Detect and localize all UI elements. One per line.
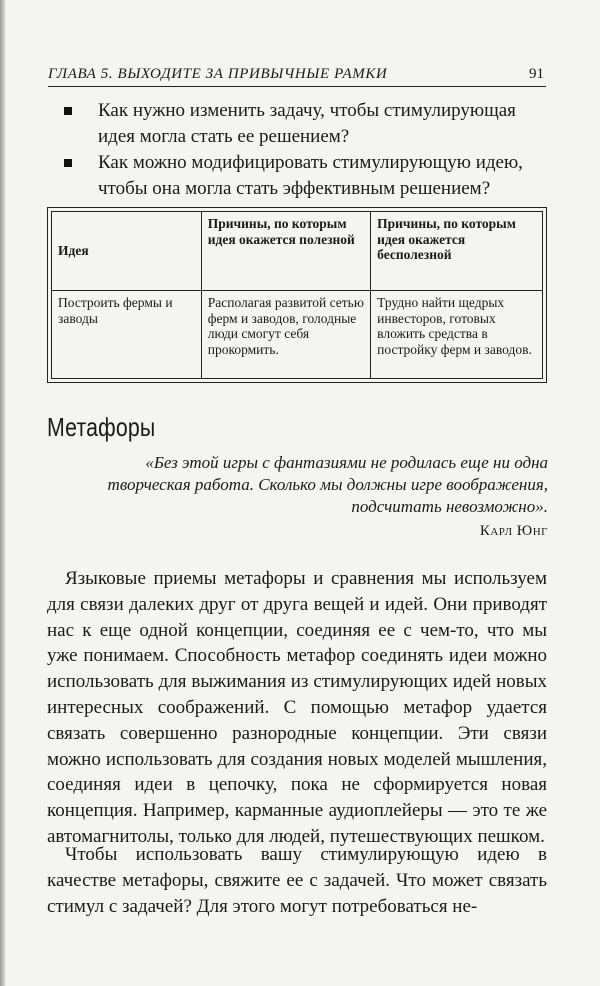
list-item [62, 150, 552, 202]
idea-table [51, 211, 543, 379]
page-number: 91 [529, 66, 544, 82]
list-item-text: Как нужно изменить задачу, чтобы стимулирующая идея могла стать ее решением? [98, 100, 516, 147]
section-title: Метафоры [47, 412, 156, 442]
table-header-row [52, 212, 543, 291]
table-row [52, 291, 543, 379]
square-bullet-icon [64, 107, 72, 115]
table-header-useless: Причины, по которым идея окажется бесполезной [371, 212, 543, 291]
table-header-useful: Причины, по которым идея окажется полезной [201, 212, 370, 291]
square-bullet-icon [64, 159, 72, 167]
running-head: ГЛАВА 5. ВЫХОДИТЕ ЗА ПРИВЫЧНЫЕ РАМКИ [48, 66, 388, 82]
epigraph-quote: «Без этой игры с фантазиями не родилась еще ни одна творческая работа. Сколько мы должны игре воображения, подсчитать невозможно». [107, 453, 548, 516]
body-paragraph: Чтобы использовать вашу стимулирующую идею в качестве метафоры, свяжите ее с задачей. Что может связать стимул с задачей? Для этого могут потребоваться не- [47, 844, 547, 917]
table-cell-useless: Трудно найти щедрых инвесторов, готовых вложить средства в постройку ферм и заводов. [371, 291, 543, 379]
epigraph-author: Карл Юнг [479, 523, 548, 539]
question-list [62, 98, 552, 202]
table-cell-idea: Построить фермы и заводы [52, 291, 202, 379]
list-item-text: Как можно модифицировать стимулирующую идею, чтобы она могла стать эффективным решением? [98, 152, 523, 199]
table-cell-useful: Располагая развитой сетью ферм и заводов, голодные люди смогут себя прокормить. [201, 291, 370, 379]
list-item [62, 98, 552, 150]
idea-table-frame [47, 207, 547, 383]
page-spine-shadow [0, 0, 6, 986]
table-header-idea: Идея [52, 212, 202, 291]
page-header [48, 64, 546, 87]
body-paragraph: Языковые приемы метафоры и сравнения мы используем для связи далеких друг от друга вещей и идей. Они приводят нас к еще одной концепции, соединяя ее с чем-то, что мы уже понимаем. Способность метафор соединять идеи можно использовать для выжимания из стимулирующих идей новых интересных соображений. С помощью метафор удается связать совершенно разнородные концепции. Эти связи можно использовать для создания новых моделей мышления, соединяя идеи в цепочку, пока не сформируется новая концепция. Например, карманные аудиоплейеры — это те же автомагнитолы, только для людей, путешествующих пешком. [47, 568, 547, 847]
